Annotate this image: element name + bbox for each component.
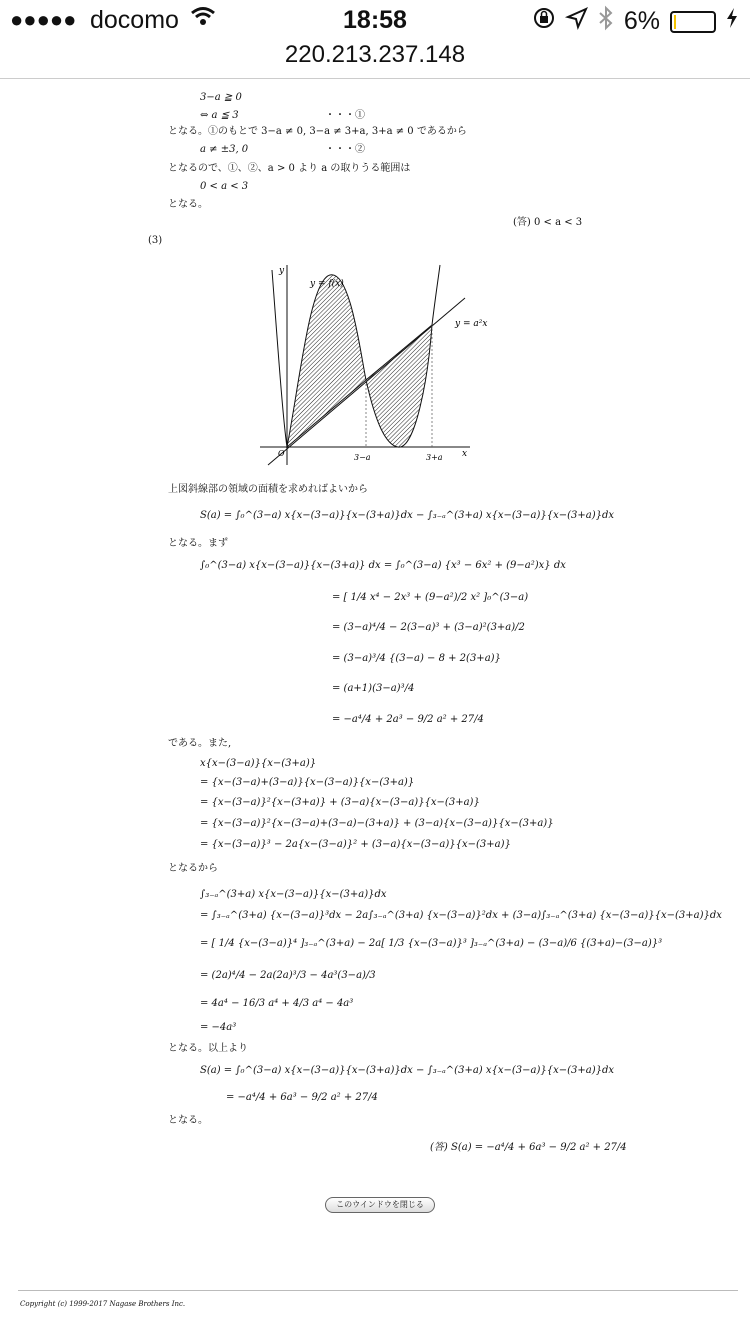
text-line: 3−a ≧ 0: [200, 92, 242, 103]
tick-label: 3+a: [426, 453, 443, 462]
axis-x-label: x: [462, 449, 468, 459]
clock: 18:58: [343, 6, 407, 34]
math-line: x{x−(3−a)}{x−(3+a)}: [200, 758, 317, 769]
text-line: となる。①のもとで 3−a ≠ 0, 3−a ≠ 3+a, 3+a ≠ 0 であるから: [168, 126, 467, 137]
close-window-button[interactable]: このウインドウを閉じる: [325, 1197, 435, 1213]
math-line: = {x−(3−a)}³ − 2a{x−(3−a)}² + (3−a){x−(3−a)}{x−(3+a)}: [200, 839, 511, 850]
text-line: となる。まず: [168, 538, 228, 549]
solution-document: [0, 80, 750, 1334]
axis-y-label: y: [279, 266, 285, 276]
answer-line: (答) 0 < a < 3: [513, 217, 583, 228]
text-line: となる。以上より: [168, 1043, 248, 1054]
math-line: = [ 1/4 {x−(3−a)}⁴ ]₃₋ₐ^(3+a) − 2a[ 1/3 {x−(3−a)}³ ]₃₋ₐ^(3+a) − (3−a)/6 {(3+a)−(3−a)}³: [200, 938, 663, 949]
area-graph: [250, 260, 488, 470]
address-bar[interactable]: 220.213.237.148: [0, 38, 750, 79]
math-line: = (3−a)⁴/4 − 2(3−a)³ + (3−a)²(3+a)/2: [332, 622, 525, 633]
math-line: = 4a⁴ − 16/3 a⁴ + 4/3 a⁴ − 4a³: [200, 998, 354, 1009]
math-line: ∫₃₋ₐ^(3+a) x{x−(3−a)}{x−(3+a)}dx: [200, 889, 387, 900]
math-line: = {x−(3−a)+(3−a)}{x−(3−a)}{x−(3+a)}: [200, 777, 415, 788]
math-line: = (2a)⁴/4 − 2a(2a)³/3 − 4a³(3−a)/3: [200, 970, 376, 981]
math-line: = [ 1/4 x⁴ − 2x³ + (9−a²)/2 x² ]₀^(3−a): [332, 592, 529, 603]
section-label: (3): [148, 235, 163, 246]
math-line: ∫₀^(3−a) x{x−(3−a)}{x−(3+a)} dx = ∫₀^(3−a) {x³ − 6x² + (9−a²)x} dx: [200, 560, 566, 571]
text-line: ・・・②: [325, 144, 365, 155]
math-line: = (3−a)³/4 {(3−a) − 8 + 2(3+a)}: [332, 653, 501, 664]
battery-icon: [670, 11, 716, 33]
text-line: ⇔ a ≦ 3: [200, 110, 239, 121]
text-line: となるから: [168, 863, 218, 874]
math-line: = −4a³: [200, 1022, 237, 1033]
signal-icon: ●●●●●: [10, 7, 77, 32]
status-bar: [0, 0, 750, 40]
text-line: 上図斜線部の領域の面積を求めればよいから: [168, 484, 368, 495]
math-line: = −a⁴/4 + 6a³ − 9/2 a² + 27/4: [226, 1092, 378, 1103]
text-line: 0 < a < 3: [200, 181, 249, 192]
tick-label: 3−a: [354, 453, 371, 462]
line-label: y = a²x: [455, 319, 488, 329]
text-line: ・・・①: [325, 110, 365, 121]
carrier-label: docomo: [90, 6, 179, 34]
bluetooth-icon: [598, 6, 614, 37]
math-line: = −a⁴/4 + 2a³ − 9/2 a² + 27/4: [332, 714, 484, 725]
battery-percent: 6%: [623, 7, 660, 35]
math-line: S(a) = ∫₀^(3−a) x{x−(3−a)}{x−(3+a)}dx − ∫₃₋ₐ^(3+a) x{x−(3−a)}{x−(3+a)}dx: [200, 510, 615, 521]
math-line: = (a+1)(3−a)³/4: [332, 683, 415, 694]
text-line: となる。: [168, 1115, 208, 1126]
origin-label: O: [278, 449, 285, 458]
answer-line: (答) S(a) = −a⁴/4 + 6a³ − 9/2 a² + 27/4: [430, 1142, 627, 1153]
divider: [18, 1290, 738, 1291]
text-line: a ≠ ±3, 0: [200, 144, 249, 155]
text-line: となるので、①、②、a > 0 より a の取りうる範囲は: [168, 163, 411, 174]
charging-icon: [726, 7, 738, 36]
math-line: = ∫₃₋ₐ^(3+a) {x−(3−a)}³dx − 2a∫₃₋ₐ^(3+a) {x−(3−a)}²dx + (3−a)∫₃₋ₐ^(3+a) {x−(3−a)}{x−(3+a)}dx: [200, 910, 722, 921]
math-line: S(a) = ∫₀^(3−a) x{x−(3−a)}{x−(3+a)}dx − ∫₃₋ₐ^(3+a) x{x−(3−a)}{x−(3+a)}dx: [200, 1065, 615, 1076]
curve-label: y = f(x): [310, 279, 344, 289]
location-icon: [566, 7, 588, 36]
copyright: Copyright (c) 1999-2017 Nagase Brothers Inc.: [20, 1300, 186, 1308]
text-line: である。また,: [168, 738, 232, 749]
math-line: = {x−(3−a)}²{x−(3−a)+(3−a)−(3+a)} + (3−a){x−(3−a)}{x−(3+a)}: [200, 818, 554, 829]
rotation-lock-icon: [532, 6, 556, 37]
text-line: となる。: [168, 199, 208, 210]
math-line: = {x−(3−a)}²{x−(3+a)} + (3−a){x−(3−a)}{x−(3+a)}: [200, 797, 480, 808]
